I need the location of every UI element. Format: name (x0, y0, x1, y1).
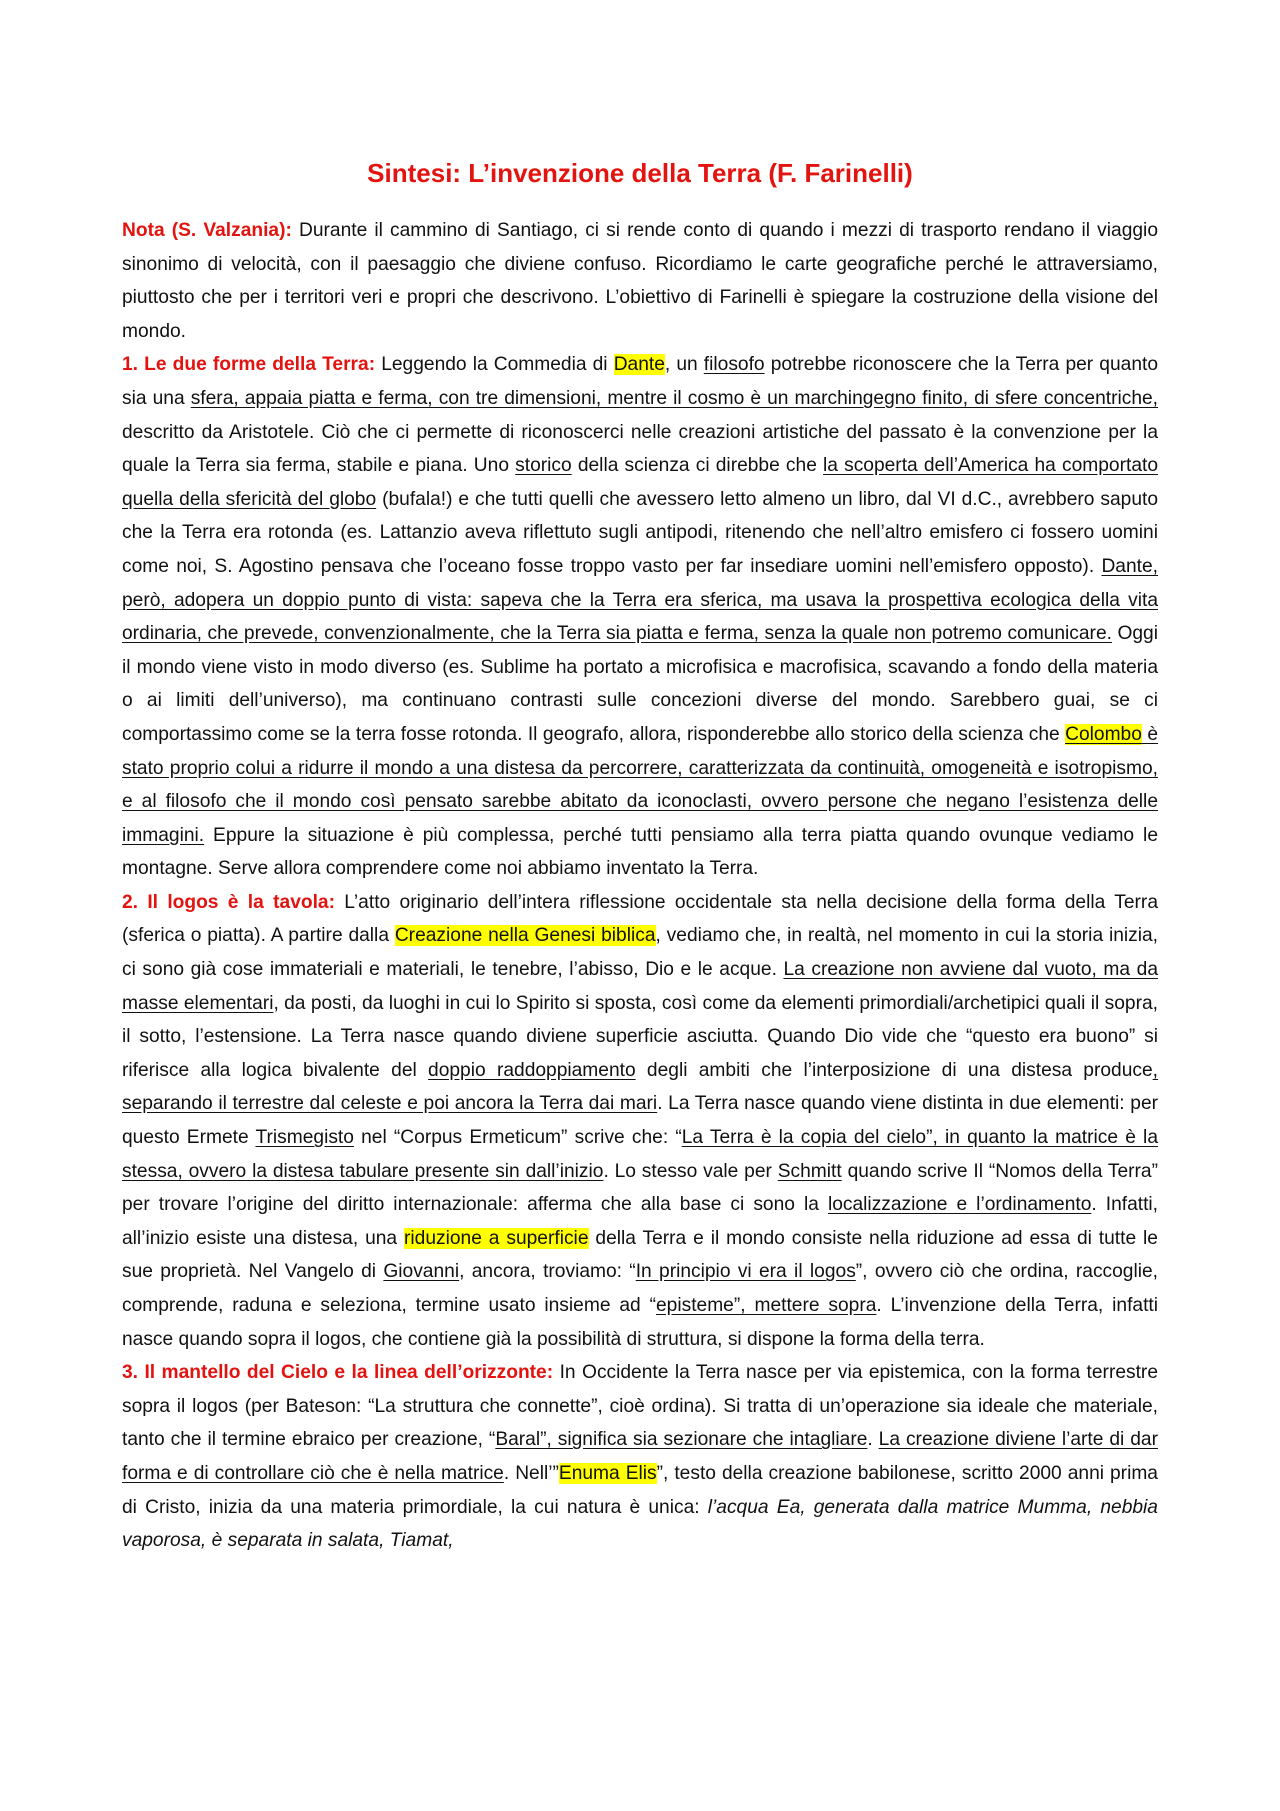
highlight-colombo: Colombo (1065, 723, 1142, 745)
underlined-text: In principio vi era il logos (635, 1261, 856, 1283)
text-run: nel “Corpus Ermeticum” scrive che: “ (353, 1127, 682, 1149)
underlined-text: filosofo (703, 354, 765, 376)
paragraph-section-3 (122, 1356, 1158, 1558)
section-label: 3. Il mantello del Cielo e la linea dell’orizzonte: (122, 1362, 554, 1384)
text-run: Oggi il mondo viene visto in modo diverso (es. Sublime ha portato a microfisica e macrofisica, scavando a fondo della materia o ai limiti dell’universo), ma continuano contrasti sulle concezioni diverse del mondo. Sarebbero guai, se ci comportassimo come se la terra fosse rotonda. Il geografo, allora, risponderebbe allo storico della scienza che (122, 623, 1158, 745)
underlined-text: , separando il terrestre dal celeste e poi ancora la Terra dai mari (122, 1059, 1158, 1115)
underlined-text: Dante, però, adopera un doppio punto di vista: sapeva che la Terra era sferica, ma usava la prospettiva ecologica della vita ordinaria, che prevede, convenzionalmente, che la Terra sia piatta e ferma, senza la quale non potremo comunicare. (122, 555, 1158, 645)
text-run: . Lo stesso vale per (603, 1160, 778, 1182)
highlight-dante: Dante (613, 354, 665, 376)
text-run: potrebbe riconoscere che la Terra per quanto sia una (122, 354, 1158, 409)
text-run: , ancora, troviamo: “ (459, 1261, 636, 1283)
text-run: , vediamo che, in realtà, nel momento in cui la storia inizia, ci sono già cose immateriali e materiali, le tenebre, l’abisso, Dio e le acque. (122, 925, 1158, 981)
text-run: , da posti, da luoghi in cui lo Spirito si sposta, così come da elementi primordiali/archetipici quali il sopra, il sotto, l’estensione. La Terra nasce quando diviene superficie asciutta. Quando Dio vide che “questo era buono” si riferisce alla logica bivalente del (122, 992, 1158, 1081)
text-run: . Nell’” (503, 1462, 559, 1484)
text-run: Durante il cammino di Santiago, ci si rende conto di quando i mezzi di trasporto rendano il viaggio sinonimo di velocità, con il paesaggio che diviene confuso. Ricordiamo le carte geografiche perché le attraversiamo, piuttosto che per i territori veri e propri che descrivono. L’obiettivo di Farinelli è spiegare la costruzione della visione del mondo. (122, 220, 1158, 342)
highlight-enuma-elis: Enuma Elis (558, 1462, 657, 1484)
section-label: 2. Il logos è la tavola: (122, 891, 335, 913)
underlined-text: è stato proprio colui a ridurre il mondo a una distesa da percorrere, caratterizzata da continuità, omogeneità e isotropismo, e al filosofo che il mondo così pensato sarebbe abitato da iconoclasti, ovvero persone che negano l’esistenza delle immagini. (122, 723, 1158, 846)
document-title: Sintesi: L’invenzione della Terra (F. Farinelli) (367, 158, 913, 188)
text-run: In Occidente la Terra nasce per via epistemica, con la forma terrestre sopra il logos (per Bateson: “La struttura che connette”, cioè ordina). Si tratta di un’operazione sia ideale che materiale, tanto che il termine ebraico per creazione, “ (122, 1362, 1158, 1451)
underlined-text: la scoperta dell’America ha comportato quella della sfericità del globo (122, 455, 1158, 510)
text-run: Eppure la situazione è più complessa, perché tutti pensiamo alla terra piatta quando ovunque vediamo le montagne. Serve allora comprendere come noi abbiamo inventato la Terra. (122, 824, 1158, 880)
text-run: della Terra e il mondo consiste nella riduzione ad essa di tutte le sue proprietà. Nel Vangelo di (122, 1227, 1158, 1283)
underlined-text: storico (515, 455, 572, 477)
text-run: . La Terra nasce quando viene distinta in due elementi: per questo Ermete (122, 1093, 1159, 1149)
text-run: quando scrive Il “Nomos della Terra” per trovare l’origine del diritto internazionale: afferma che alla base ci sono la (122, 1160, 1158, 1216)
section-label: Nota (S. Valzania): (122, 220, 292, 241)
underlined-text: Baral”, significa sia sezionare che intagliare (495, 1429, 868, 1451)
section-label: 1. Le due forme della Terra: (122, 354, 376, 376)
text-run: . (867, 1429, 879, 1451)
text-run: L’atto originario dell’intera riflessione occidentale sta nella decisione della forma della Terra (sferica o piatta). A partire dalla (122, 891, 1158, 947)
underlined-text: localizzazione e l’ordinamento (827, 1194, 1092, 1216)
paragraph-nota (122, 214, 1158, 348)
text-run: . Infatti, all’inizio esiste una distesa, una (122, 1194, 1159, 1249)
text-run: descritto da Aristotele. Ciò che ci permette di riconoscerci nelle creazioni artistiche del passato è la convenzione per la quale la Terra sia ferma, stabile e piana. Uno (122, 421, 1158, 477)
text-run: (bufala!) e che tutti quelli che avessero letto almeno un libro, dal VI d.C., avrebbero saputo che la Terra era rotonda (es. Lattanzio aveva riflettuto sugli antipodi, ritenendo che nell’altro emisfero ci fossero uomini come noi, S. Agostino pensava che l’oceano fosse troppo vasto per far insediare uomini nell’emisfero opposto). (122, 488, 1158, 577)
text-run: ”, ovvero ciò che ordina, raccoglie, comprende, raduna e seleziona, termine usato insieme ad “ (122, 1261, 1158, 1316)
document-body (122, 214, 1158, 1558)
text-run: degli ambiti che l’interposizione di una distesa produce (635, 1059, 1153, 1081)
text-run: Leggendo la Commedia di (375, 354, 614, 376)
highlight-riduzione: riduzione a superficie (404, 1227, 589, 1249)
paragraph-section-2 (122, 886, 1158, 1356)
underlined-text: episteme”, mettere sopra (656, 1295, 877, 1316)
underlined-text: sfera, appaia piatta e ferma, con tre dimensioni, mentre il cosmo è un marchingegno finito, di sfere concentriche, (190, 387, 1158, 409)
underlined-text: doppio raddoppiamento (428, 1059, 636, 1081)
underlined-text: La creazione non avviene dal vuoto, ma da masse elementari (122, 959, 1158, 1014)
underlined-text: Trismegisto (255, 1127, 354, 1149)
text-run: ”, testo della creazione babilonese, scritto 2000 anni prima di Cristo, inizia da una materia primordiale, la cui natura è unica: (122, 1462, 1158, 1518)
underlined-text: La Terra è la copia del cielo”, in quanto la matrice è la stessa, ovvero la distesa tabulare presente sin dall’inizio (122, 1127, 1158, 1182)
underlined-text: Giovanni (383, 1261, 460, 1283)
highlight-genesi: Creazione nella Genesi biblica (394, 925, 656, 947)
italic-text: l’acqua Ea, generata dalla matrice Mumma, nebbia vaporosa, è separata in salata, Tiamat, (122, 1496, 1158, 1552)
text-run: . L’invenzione della Terra, infatti nasce quando sopra il logos, che contiene già la possibilità di struttura, si dispone la forma della terra. (122, 1295, 1158, 1350)
paragraph-section-1 (122, 348, 1158, 886)
underlined-text: La creazione diviene l’arte di dar forma e di controllare ciò che è nella matrice (122, 1429, 1158, 1484)
text-run: , un (664, 354, 704, 376)
underlined-text: Schmitt (777, 1160, 842, 1182)
text-run: della scienza ci direbbe che (571, 455, 824, 477)
